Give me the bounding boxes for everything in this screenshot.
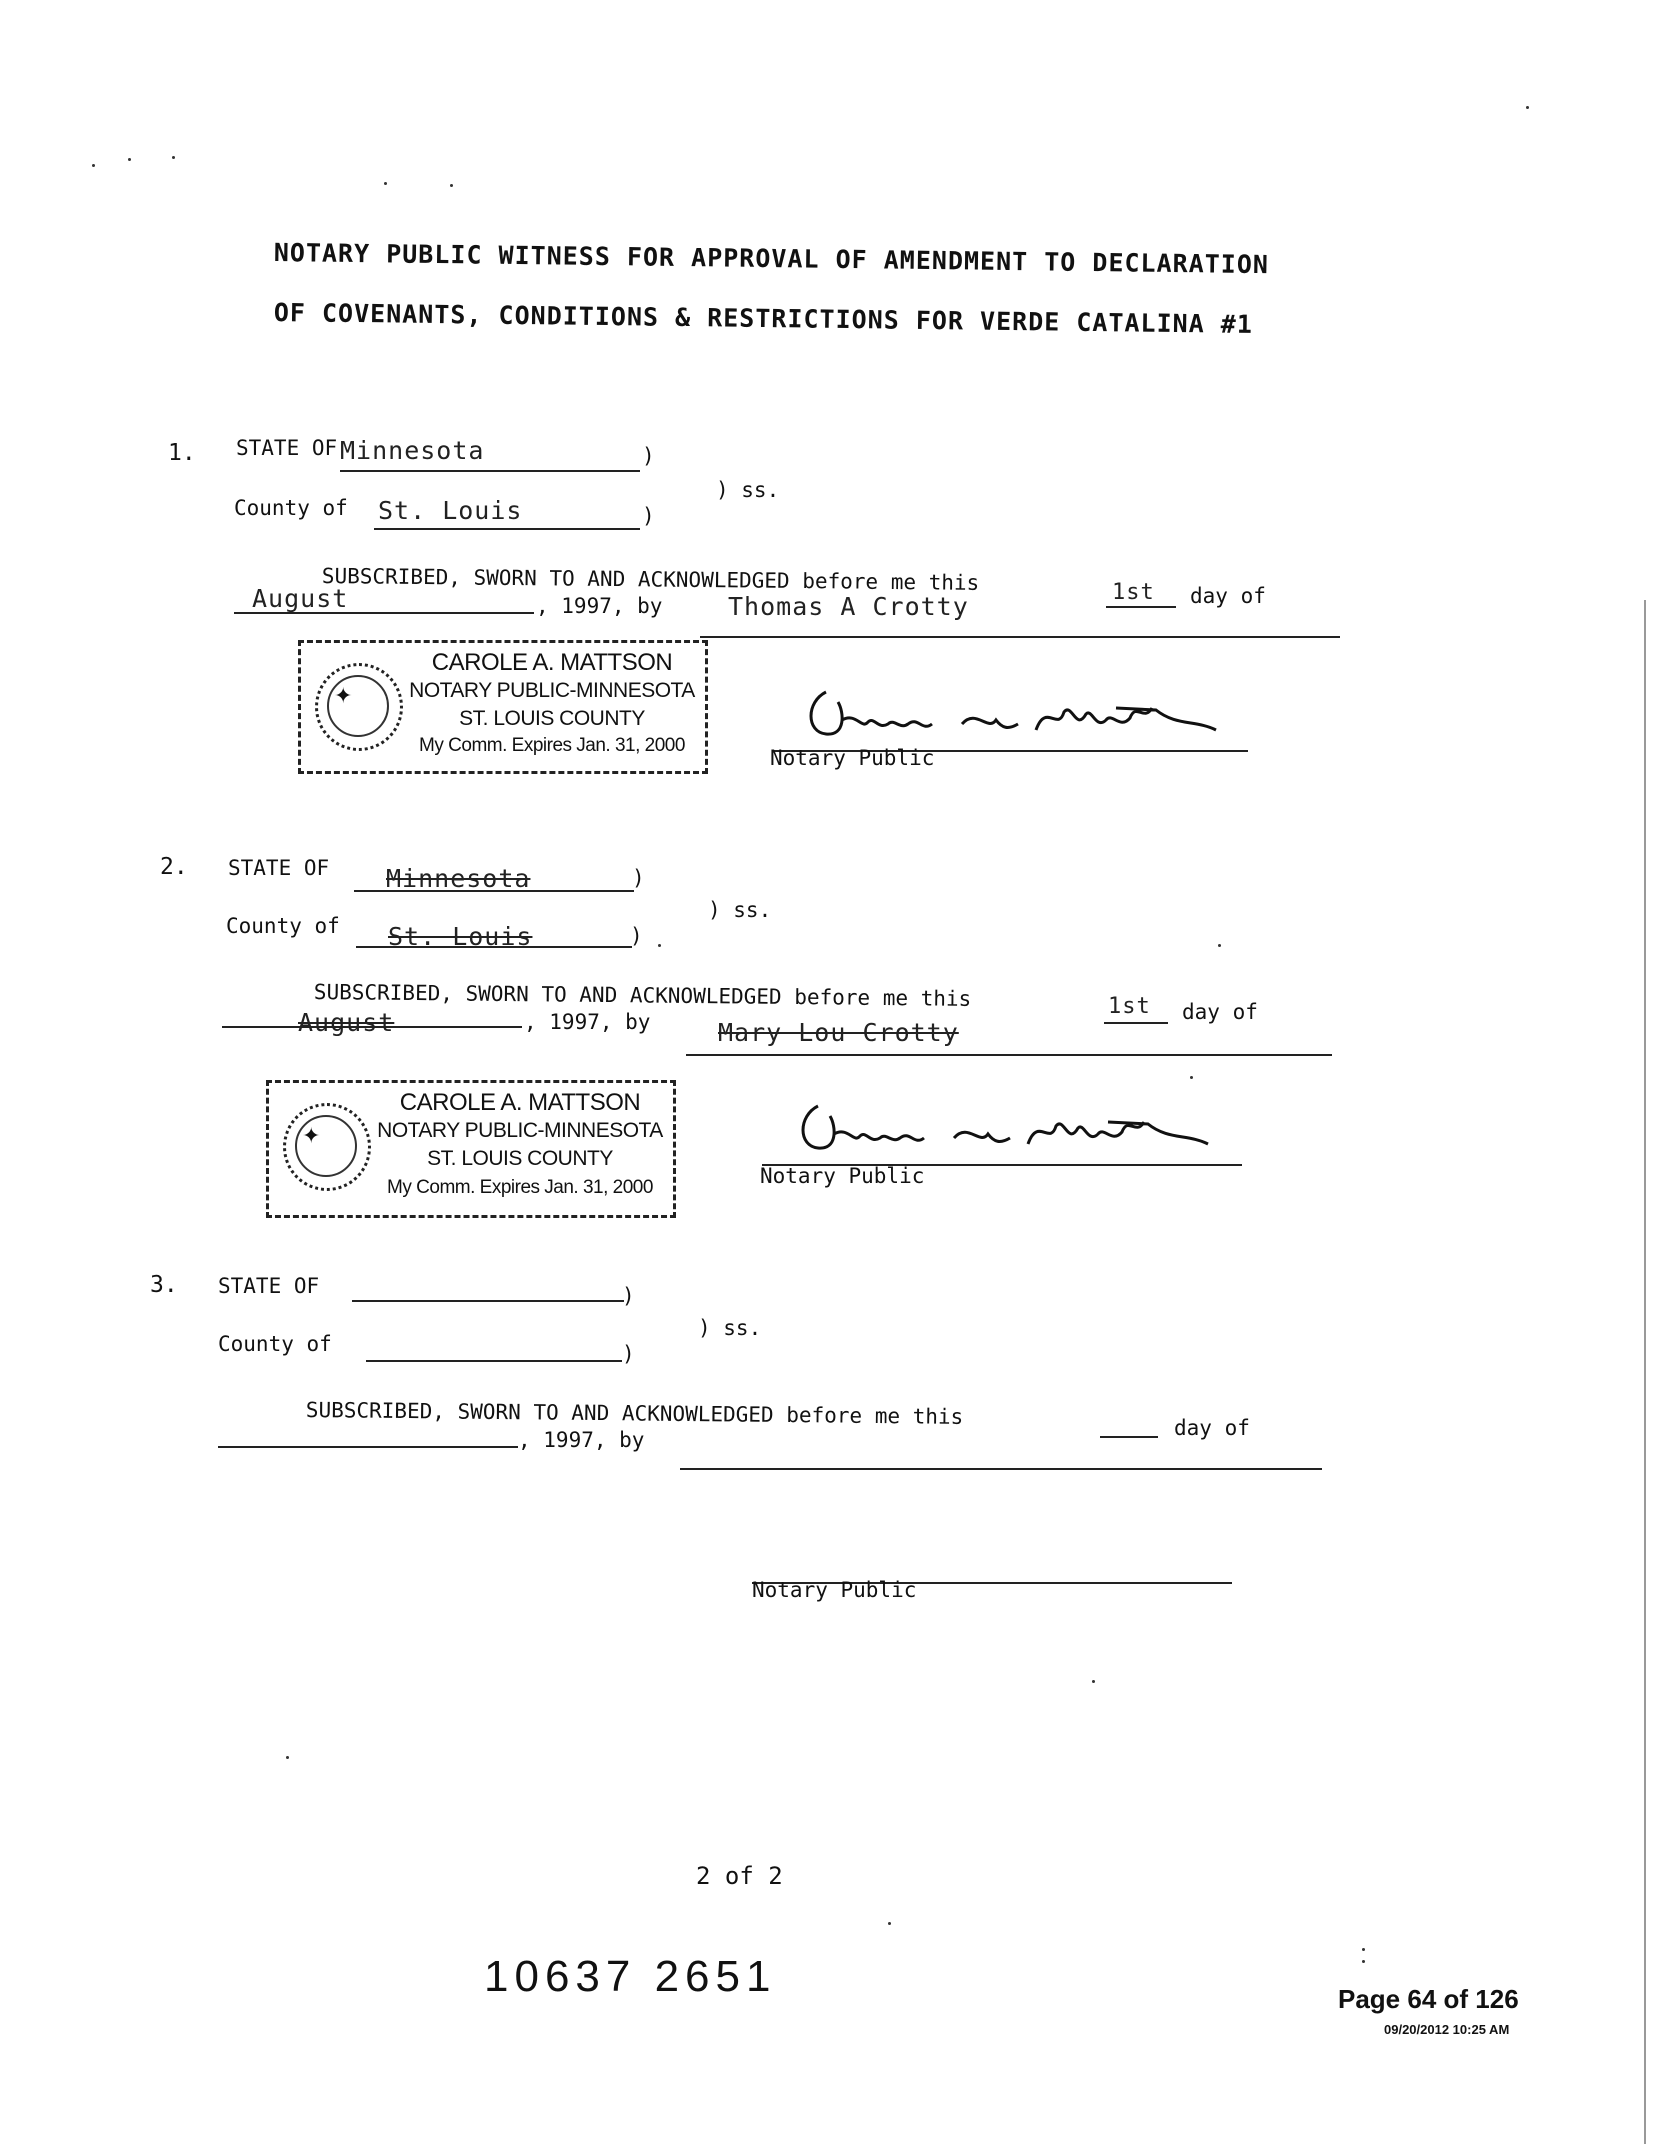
state-of-label: STATE OF — [218, 1274, 320, 1298]
ss-label: ) ss. — [716, 478, 780, 502]
year-by-label: , 1997, by — [524, 1010, 651, 1034]
stamp-expiration: My Comm. Expires Jan. 31, 2000 — [387, 1177, 653, 1198]
stamp-name: CAROLE A. MATTSON — [431, 649, 673, 676]
subscribed-text: SUBSCRIBED, SWORN TO AND ACKNOWLEDGED before me this — [321, 564, 980, 595]
county-of-label: County of — [234, 496, 348, 520]
scan-edge-line — [1644, 600, 1646, 2144]
county-of-label: County of — [226, 914, 340, 938]
day-value: 1st — [1108, 994, 1151, 1019]
document-title-line-1: NOTARY PUBLIC WITNESS FOR APPROVAL OF AMENDMENT TO DECLARATION — [273, 238, 1270, 280]
document-title-line-2: OF COVENANTS, CONDITIONS & RESTRICTIONS FOR VERDE CATALINA #1 — [273, 298, 1254, 339]
stamp-name: CAROLE A. MATTSON — [399, 1089, 641, 1116]
year-by-label: , 1997, by — [518, 1428, 645, 1452]
month-value: August — [298, 1008, 395, 1037]
notary-signature — [796, 672, 1236, 752]
recording-number: 10637 2651 — [484, 1952, 777, 2001]
stamp-title: NOTARY PUBLIC-MINNESOTA — [377, 1119, 663, 1142]
page-of-total: 2 of 2 — [696, 1862, 783, 1890]
state-value: Minnesota — [386, 864, 531, 893]
day-of-label: day of — [1190, 584, 1266, 608]
ss-label: ) ss. — [698, 1316, 762, 1340]
subscribed-text: SUBSCRIBED, SWORN TO AND ACKNOWLEDGED before me this — [305, 1398, 964, 1429]
notary-stamp — [266, 1080, 676, 1218]
notary-signature — [790, 1088, 1230, 1168]
notary-public-label: Notary Public — [770, 746, 935, 770]
day-of-label: day of — [1174, 1416, 1250, 1440]
month-value: August — [252, 584, 349, 613]
county-value: St. Louis — [378, 496, 523, 525]
block-number: 2. — [160, 854, 188, 880]
state-of-label: STATE OF — [228, 856, 330, 880]
county-of-label: County of — [218, 1332, 332, 1356]
signer-name: Thomas A Crotty — [728, 592, 969, 621]
day-value: 1st — [1112, 580, 1155, 605]
notary-public-label: Notary Public — [760, 1164, 925, 1188]
ss-label: ) ss. — [708, 898, 772, 922]
notary-seal-icon: ✦ — [283, 1103, 371, 1191]
day-of-label: day of — [1182, 1000, 1258, 1024]
state-of-label: STATE OF — [236, 436, 338, 460]
notary-seal-icon: ✦ — [315, 663, 403, 751]
subscribed-text: SUBSCRIBED, SWORN TO AND ACKNOWLEDGED before me this — [313, 980, 972, 1011]
page-indicator: Page 64 of 126 — [1338, 1984, 1519, 2014]
county-value: St. Louis — [388, 922, 533, 951]
stamp-county: ST. LOUIS COUNTY — [427, 1147, 613, 1170]
stamp-county: ST. LOUIS COUNTY — [459, 707, 645, 730]
print-timestamp: 09/20/2012 10:25 AM — [1384, 2022, 1510, 2037]
stamp-title: NOTARY PUBLIC-MINNESOTA — [409, 679, 695, 702]
block-number: 1. — [168, 440, 196, 466]
year-by-label: , 1997, by — [536, 594, 663, 618]
block-number: 3. — [150, 1272, 178, 1298]
stamp-expiration: My Comm. Expires Jan. 31, 2000 — [419, 735, 685, 756]
state-value: Minnesota — [340, 436, 485, 465]
notary-stamp — [298, 640, 708, 774]
notary-public-label: Notary Public — [752, 1578, 917, 1602]
signer-name: Mary Lou Crotty — [718, 1018, 959, 1047]
